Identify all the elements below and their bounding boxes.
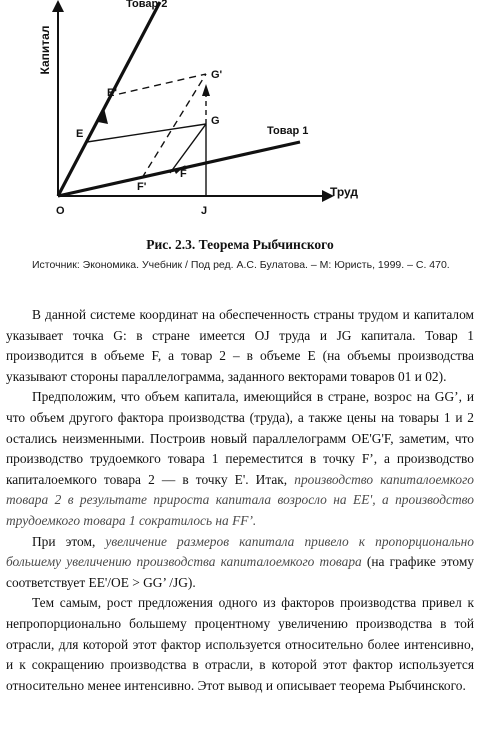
paragraph-text: Предположим, что объем капитала, имеющийся в стране, возрос на GG’, и что объем другого фактора производства (труда), а также цены на товары 1 и 2 остались неизменными. Построив новый параллелограмм OE'G'F, заметим, что производство трудоемкого товара 1 переместится в точку F’, а производство капиталоемкого товара 2 — в точку E'. Итак, xyxy=(6,389,474,487)
figure-caption: Рис. 2.3. Теорема Рыбчинского xyxy=(146,237,334,252)
point-gprime-label: G' xyxy=(211,69,223,81)
paragraph-text: Тем самым, рост предложения одного из факторов производства привел к непропорционально большему процентному увеличению производства в той отрасли, для которой этот фактор используется относительно более интенсивно, и к сокращению производства в отрасли, в которой этот фактор используется относительно менее интенсивно. Этот вывод и описывает теорема Рыбчинского. xyxy=(6,595,474,693)
point-j-label: J xyxy=(201,205,208,217)
italic-emphasis: увеличение размеров капитала привело к пропорционально большему увеличению производства капиталоемкого товара xyxy=(6,533,474,570)
paragraph xyxy=(6,593,474,696)
good2-ray xyxy=(58,2,160,196)
italic-emphasis: производство капиталоемкого товара 2 в результате прироста капитала возросло на EE', а производство трудоемкого товара 1 сократилось на FF’. xyxy=(6,471,474,528)
good1-label: Товар 1 xyxy=(267,125,309,137)
body-text xyxy=(6,305,474,696)
paragraph-text: При этом, xyxy=(32,533,106,549)
rybczynski-diagram xyxy=(0,0,480,232)
paragraph-text: (на графике этому соответствует EE'/OE > GG’ /JG). xyxy=(6,554,474,590)
point-fprime-label: F' xyxy=(137,181,147,193)
paragraph xyxy=(6,305,474,387)
point-f-label: F xyxy=(180,168,187,180)
paragraph xyxy=(6,387,474,531)
paragraph-text: В данной системе координат на обеспеченность страны трудом и капиталом указывает точка G: в стране имеется OJ труда и JG капитала. Товар 1 производится в объеме F, а товар 2 – в объеме E (на объемы производства указывают стороны параллелограмма, заданного векторами товаров 01 и 02). xyxy=(6,307,474,384)
point-eprime-label: E' xyxy=(107,87,117,99)
e-to-g-line xyxy=(87,124,206,142)
good2-label: Товар 2 xyxy=(126,0,168,10)
point-e-label: E xyxy=(76,128,84,140)
paragraph xyxy=(6,532,474,594)
figure-source: Источник: Экономика. Учебник / Под ред. А.С. Булатова. – М: Юристь, 1999. – С. 470. xyxy=(32,259,450,271)
eprime-to-gprime-line xyxy=(119,74,206,94)
point-g-label: G xyxy=(211,115,220,127)
x-axis-label: Труд xyxy=(330,185,359,199)
y-axis-label: Капитал xyxy=(38,25,52,75)
point-o-label: O xyxy=(56,205,65,217)
g-gprime-arrowhead xyxy=(202,84,210,96)
